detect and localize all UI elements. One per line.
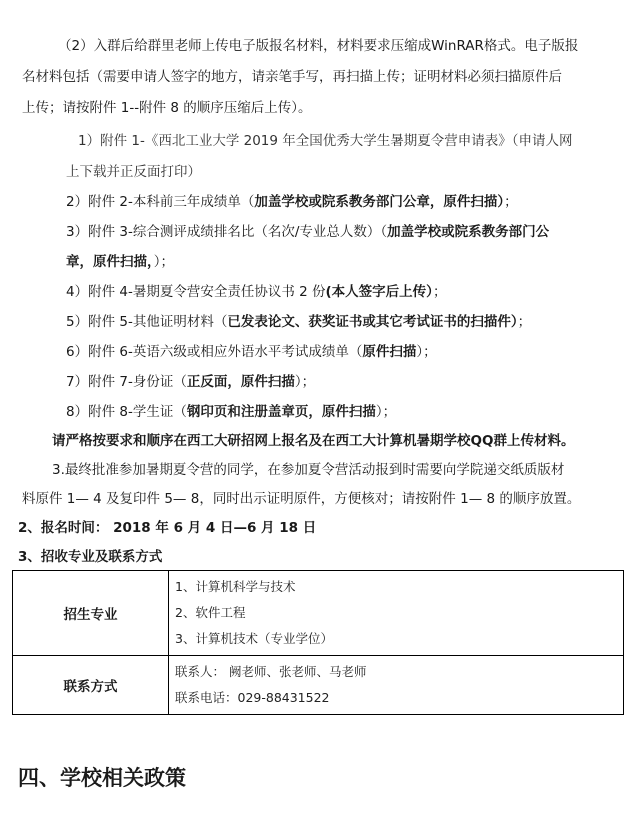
notice-line: 请严格按要求和顺序在西工大研招网上报名及在西工大计算机暑期学校QQ群上传材料。	[52, 433, 575, 449]
attachment-5	[66, 312, 531, 332]
paragraph-2-line-2: 名材料包括（需要申请人签字的地方，请亲笔手写，再扫描上传；证明材料必须扫描原件后	[22, 69, 562, 85]
table-row	[13, 571, 624, 656]
attachment-2-emphasis: 加盖学校或院系教务部门公章，原件扫描）	[254, 194, 505, 210]
attachment-6-text: 6）附件 6-英语六级或相应外语水平考试成绩单（	[66, 344, 363, 360]
majors-label-cell: 招生专业	[13, 571, 169, 656]
attachment-3-end: ）；	[153, 254, 174, 270]
paragraph-3-line-1: 3.最终批准参加暑期夏令营的同学，在参加夏令营活动报到时需要向学院递交纸质版材	[52, 462, 565, 478]
attachment-7-end: ）；	[294, 374, 316, 390]
contact-label-cell: 联系方式	[13, 656, 169, 715]
attachment-6-end: ）；	[416, 344, 437, 360]
attachment-5-text: 5）附件 5-其他证明材料（	[66, 314, 228, 330]
paragraph-2-line-3: 上传；请按附件 1--附件 8 的顺序压缩后上传）。	[22, 100, 312, 116]
attachment-6	[66, 342, 437, 362]
attachment-7	[66, 372, 315, 392]
section-4-heading: 四、学校相关政策	[18, 766, 186, 790]
attachment-5-emphasis: 已发表论文、获奖证书或其它考试证书的扫描件）	[227, 314, 518, 330]
attachment-7-emphasis: 正反面，原件扫描	[186, 374, 295, 390]
attachment-8-text: 8）附件 8-学生证（	[66, 404, 187, 420]
attachment-3-line-2	[66, 252, 174, 272]
paragraph-2-line-1: （2）入群后给群里老师上传电子版报名材料，材料要求压缩成WinRAR格式。电子版报	[58, 38, 579, 54]
attachment-3-text: 3）附件 3-综合测评成绩排名比（名次/专业总人数）（	[66, 224, 388, 240]
attachment-3-line-1	[66, 222, 549, 242]
attachment-8-emphasis: 钢印页和注册盖章页，原件扫描	[186, 404, 376, 420]
attachment-7-text: 7）附件 7-身份证（	[66, 374, 187, 390]
attachment-2-end: ；	[504, 194, 518, 210]
table-row	[13, 656, 624, 715]
majors-contact-table	[12, 570, 624, 715]
attachment-1-line-1: 1）附件 1-《西北工业大学 2019 年全国优秀大学生暑期夏令营申请表》（申请人网	[78, 133, 573, 149]
attachment-8	[66, 402, 396, 422]
major-item: 1、计算机科学与技术	[175, 579, 296, 594]
attachment-8-end: ）；	[375, 404, 397, 420]
attachment-4-text: 4）附件 4-暑期夏令营安全责任协议书 2 份	[66, 284, 326, 300]
section-3-heading: 3、招收专业及联系方式	[18, 549, 163, 565]
paragraph-3-line-2: 料原件 1— 4 及复印件 5— 8，同时出示证明原件，方便核对；请按附件 1— 8 的顺序放置。	[22, 491, 581, 507]
section-2-registration-time: 2、报名时间： 2018 年 6 月 4 日—6 月 18 日	[18, 520, 317, 536]
majors-value-cell	[169, 571, 624, 656]
attachment-4-end: ；	[432, 284, 447, 300]
major-item: 2、软件工程	[175, 605, 246, 620]
contact-phone: 联系电话：029-88431522	[175, 690, 330, 705]
attachment-3-emphasis-1: 加盖学校或院系教务部门公	[387, 224, 550, 240]
attachment-4	[66, 282, 446, 302]
attachment-4-emphasis: (本人签字后上传）	[325, 284, 433, 300]
attachment-6-emphasis: 原件扫描	[362, 344, 417, 360]
major-item: 3、计算机技术（专业学位）	[175, 631, 333, 646]
attachment-2-text: 2）附件 2-本科前三年成绩单（	[66, 194, 255, 210]
attachment-1-line-2: 上下载并正反面打印）	[66, 164, 201, 180]
contact-people: 联系人： 阙老师、张老师、马老师	[175, 664, 367, 679]
attachment-3-emphasis-2: 章，原件扫描，	[66, 254, 154, 270]
attachment-5-end: ；	[517, 314, 532, 330]
attachment-2	[66, 192, 518, 212]
contact-value-cell	[169, 656, 624, 715]
